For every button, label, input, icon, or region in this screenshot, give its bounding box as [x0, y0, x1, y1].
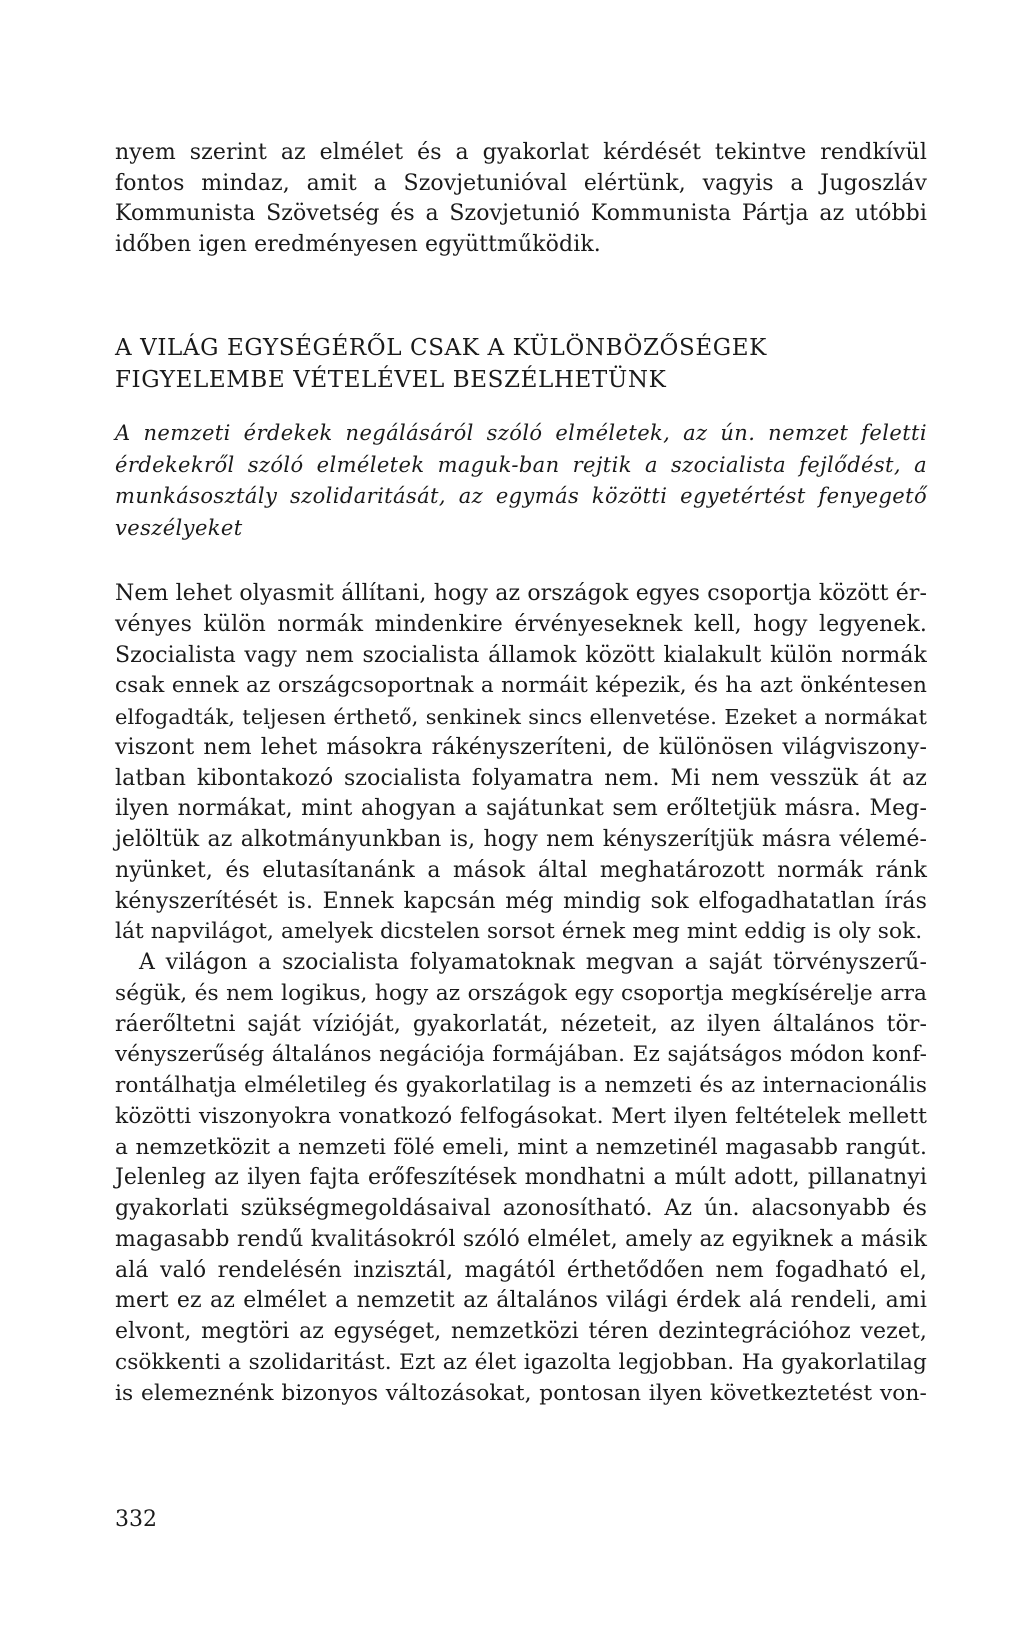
text-line: lát napvilágot, amelyek dicstelen sorsot érnek meg mint eddig is oly sok. — [115, 919, 923, 945]
text-line: nyem szerint az elmélet és a gyakorlat kérdését tekintve rendkívül — [115, 140, 927, 165]
text-line: időben igen eredményesen együttműködik. — [115, 231, 601, 257]
text-line: elfogadták, teljesen érthető, senkinek sincs ellenvetése. Ezeket a normákat — [115, 705, 927, 729]
text-line: magasabb rendű kvalitásokról szóló elmélet, amely az egyiknek a másik — [115, 1226, 927, 1252]
subtitle-line: veszélyeket — [115, 515, 243, 540]
text-line: rontálhatja elméletileg és gyakorlatilag is a nemzeti és az internacionális — [115, 1073, 927, 1098]
section-subtitle — [115, 418, 927, 544]
page-number: 332 — [115, 1507, 157, 1532]
subtitle-line: A nemzeti érdekek negálásáról szóló elméletek, az ún. nemzet feletti — [115, 421, 927, 445]
text-line: nyünket, és elutasítanánk a mások által meghatározott normák ránk — [115, 857, 927, 883]
text-line: Kommunista Szövetség és a Szovjetunió Kommunista Pártja az utóbbi — [115, 201, 927, 227]
text-line: jelöltük az alkotmányunkban is, hogy nem kényszerítjük másra vélemé- — [115, 827, 927, 852]
text-line: ráerőltetni saját vízióját, gyakorlatát, nézeteit, az ilyen általános tör- — [115, 1011, 927, 1037]
text-line: Szocialista vagy nem szocialista államok között kialakult külön normák — [115, 642, 927, 668]
text-line: vényszerűség általános negációja formájában. Ez sajátságos módon konf- — [115, 1042, 927, 1068]
text-line: latban kibontakozó szocialista folyamatra nem. Mi nem vesszük át az — [115, 765, 927, 791]
text-line: gyakorlati szükségmegoldásaival azonosítható. Az ún. alacsonyabb és — [115, 1196, 927, 1221]
text-line: közötti viszonyokra vonatkozó felfogásokat. Mert ilyen feltételek mellett — [115, 1103, 927, 1129]
text-line: fontos mindaz, amit a Szovjetunióval elértünk, vagyis a Jugoszláv — [115, 170, 927, 196]
text-line: Nem lehet olyasmit állítani, hogy az országok egyes csoportja között ér- — [115, 581, 927, 606]
text-line: viszont nem lehet másokra rákényszeríteni, de különösen világviszony- — [115, 734, 927, 760]
heading-line: FIGYELEMBE VÉTELÉVEL BESZÉLHETÜNK — [115, 367, 667, 393]
section-heading — [115, 332, 927, 396]
text-line: ilyen normákat, mint ahogyan a sajátunkat sem erőltetjük másra. Meg- — [115, 796, 927, 822]
text-line: Jelenleg az ilyen fajta erőfeszítések mondhatni a múlt adott, pillanatnyi — [115, 1165, 927, 1191]
text-line: csökkenti a szolidaritást. Ezt az élet igazolta legjobban. Ha gyakorlatilag — [115, 1349, 927, 1375]
text-line: alá való rendelésén inzisztál, magától érthetődően nem fogadható el, — [115, 1257, 927, 1283]
subtitle-line: munkásosztály szolidaritását, az egymás közötti egyetértést fenyegető — [115, 484, 927, 508]
heading-line: A VILÁG EGYSÉGÉRŐL CSAK A KÜLÖNBÖZŐSÉGEK — [115, 335, 767, 361]
text-line: is elemeznénk bizonyos változásokat, pontosan ilyen következtetést von- — [115, 1380, 927, 1406]
intro-paragraph — [115, 138, 927, 260]
text-line: vényes külön normák mindenkire érvényeseknek kell, hogy legyenek. — [115, 611, 927, 637]
text-line: kényszerítését is. Ennek kapcsán még mindig sok elfogadhatatlan írás — [115, 888, 927, 914]
body-paragraphs — [115, 579, 927, 1409]
text-line: mert ez az elmélet a nemzetit az általános világi érdek alá rendeli, ami — [115, 1288, 927, 1314]
text-line: a nemzetközit a nemzeti fölé emeli, mint a nemzetinél magasabb rangút. — [115, 1134, 927, 1160]
text-line: elvont, megtöri az egységet, nemzetközi téren dezintegrációhoz vezet, — [115, 1319, 927, 1344]
text-line: A világon a szocialista folyamatoknak megvan a saját törvényszerű- — [139, 950, 927, 975]
subtitle-line: érdekekről szóló elméletek maguk-ban rejtik a szocialista fejlődést, a — [115, 452, 927, 477]
text-line: ségük, és nem logikus, hogy az országok egy csoportja megkísérelje arra — [115, 980, 927, 1006]
text-line: csak ennek az országcsoportnak a normáit képezik, és ha azt önkéntesen — [115, 673, 927, 699]
